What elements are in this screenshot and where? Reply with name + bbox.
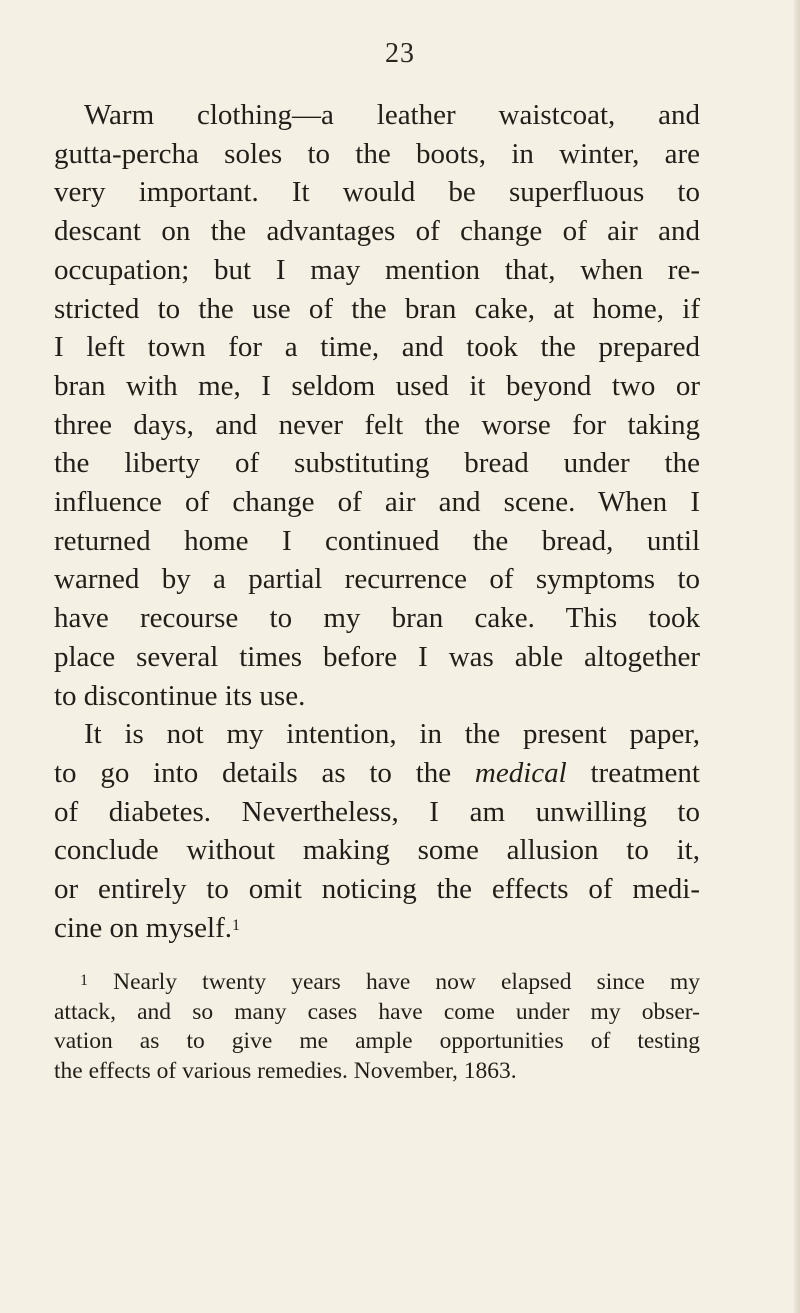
text-line: very important. It would be superfluous to: [54, 176, 700, 209]
footnote-line: [54, 968, 700, 998]
paragraph-1: [54, 96, 700, 715]
footnote-reference[interactable]: 1: [231, 916, 240, 934]
footnote-line: vation as to give me ample opportunities of testing: [54, 1028, 700, 1055]
text-line: gutta-percha soles to the boots, in winter, are: [54, 137, 700, 170]
text-line: descant on the advantages of change of air and: [54, 215, 700, 248]
italic-word: medical: [474, 756, 567, 789]
text-line: conclude without making some allusion to it,: [54, 834, 700, 867]
text-line: three days, and never felt the worse for taking: [54, 408, 700, 441]
text-line: bran with me, I seldom used it beyond two or: [54, 369, 700, 402]
paragraph-2: [54, 715, 700, 947]
text-line: Warm clothing—a leather waistcoat, and: [84, 99, 700, 131]
text-line: place several times before I was able altogether: [54, 640, 700, 673]
text-line: of diabetes. Nevertheless, I am unwilling to: [54, 795, 700, 828]
page-number: 23: [385, 38, 415, 69]
text-line: the liberty of substituting bread under the: [54, 447, 700, 480]
text-line: It is not my intention, in the present paper,: [84, 718, 700, 751]
text-line: occupation; but I may mention that, when re-: [54, 253, 700, 286]
text-line: [54, 909, 700, 948]
text-line: have recourse to my bran cake. This took: [54, 602, 700, 635]
text-line: stricted to the use of the bran cake, at home, if: [54, 292, 700, 325]
text-line: to discontinue its use.: [54, 679, 306, 712]
text-run: Nearly twenty years have now elapsed since my: [113, 969, 701, 996]
text-run: cine on myself.: [54, 911, 232, 944]
footnote-line: the effects of various remedies. November, 1863.: [54, 1057, 517, 1084]
text-line: I left town for a time, and took the prepared: [54, 331, 700, 364]
page-edge: [794, 0, 800, 1313]
footnote-line: attack, and so many cases have come under my obser-: [54, 998, 700, 1025]
text-line: influence of change of air and scene. When I: [54, 486, 700, 519]
text-line: warned by a partial recurrence of symptoms to: [54, 563, 700, 596]
footnote: [54, 968, 700, 1086]
text-line-with-italic: [54, 754, 700, 793]
text-line: returned home I continued the bread, until: [54, 524, 700, 557]
text-run: treatment: [566, 756, 700, 789]
text-run: to go into details as to the: [54, 756, 475, 789]
page-body: [54, 96, 700, 1086]
text-line: or entirely to omit noticing the effects of medi-: [54, 873, 700, 906]
footnote-marker: 1: [80, 972, 88, 990]
